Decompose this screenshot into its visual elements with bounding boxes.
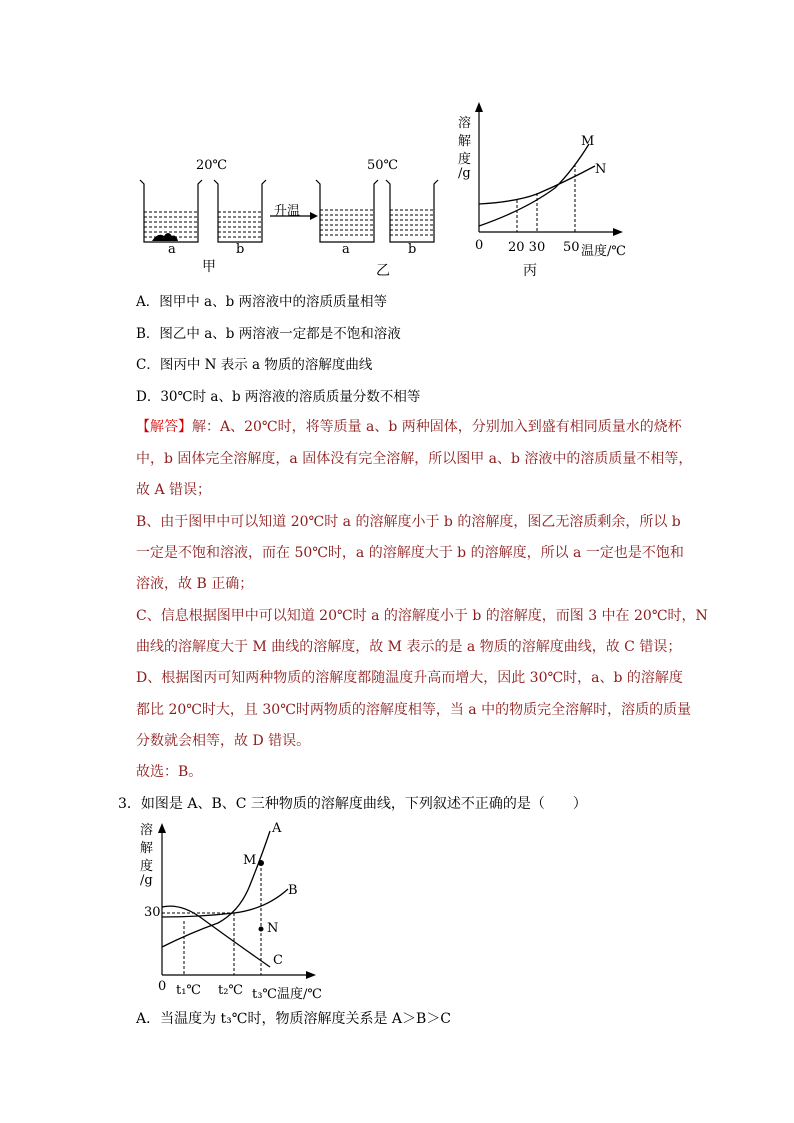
graph-xlabel: 温度/℃ <box>581 244 626 259</box>
graph-tick-50: 50 <box>563 240 580 255</box>
y-axis-arrow <box>475 102 483 112</box>
beaker-a-label: a <box>168 242 176 257</box>
q3-ylabel-2: 解 <box>140 841 154 856</box>
solution-b-yi <box>390 210 434 235</box>
beaker-a-yi <box>316 180 378 242</box>
group-jia-label: 甲 <box>202 259 216 275</box>
temp-right-label: 50℃ <box>367 158 399 173</box>
q3-x-t2: t₂℃ <box>218 983 243 998</box>
answer-line-5: 一定是不饱和溶液，而在 50℃时，a 的溶解度大于 b 的溶解度，所以 a 一定也是不饱和 <box>136 545 684 561</box>
beaker-b2-label: b <box>408 242 417 257</box>
answer-line-8: 曲线的溶解度大于 M 曲线的溶解度，故 M 表示的是 a 物质的溶解度曲线，故 C 错误； <box>136 639 682 655</box>
q3-ylabel-4: /g <box>140 873 153 888</box>
curve-b-label: B <box>288 883 298 898</box>
option-a: A．图甲中 a、b 两溶液中的溶质质量相等 <box>136 294 388 310</box>
group-yi-label: 乙 <box>376 263 390 279</box>
graph-ylabel-4: /g <box>458 166 471 181</box>
answer-line-6: 溶液，故 B 正确； <box>136 576 254 592</box>
option-b: B．图乙中 a、b 两溶液一定都是不饱和溶液 <box>136 326 401 342</box>
point-m-label: M <box>243 853 257 868</box>
x-axis-arrow <box>613 228 623 236</box>
graph-ylabel-2: 解 <box>458 134 472 149</box>
graph-ticks-20-30: 20 30 <box>508 240 546 255</box>
question-3-stem: 3．如图是 A、B、C 三种物质的溶解度曲线，下列叙述不正确的是（ ） <box>118 796 587 812</box>
beaker-b-yi <box>386 180 438 242</box>
arrow-label: 升温 <box>274 204 301 219</box>
q3-option-a: A．当温度为 t₃℃时，物质溶解度关系是 A＞B＞C <box>136 1011 452 1027</box>
option-c: C．图丙中 N 表示 a 物质的溶解度曲线 <box>136 357 373 373</box>
figure-beakers <box>130 150 450 280</box>
figure-graph-q3 <box>140 815 340 1000</box>
curve-a <box>162 831 270 947</box>
answer-line-10: 都比 20℃时大，且 30℃时两物质的溶解度相等，当 a 中的物质完全溶解时，溶质的质量 <box>136 702 692 718</box>
answer-line-3: 故 A 错误； <box>136 482 212 498</box>
q3-ylabel-3: 度 <box>140 859 154 874</box>
answer-line-11: 分数就会相等，故 D 错误。 <box>136 733 311 749</box>
solution-a-yi <box>320 210 374 235</box>
graph-origin: 0 <box>475 238 484 253</box>
q3-x-t3: t₃℃温度/℃ <box>252 987 322 1002</box>
beaker-a2-label: a <box>342 242 350 257</box>
curve-m-label: M <box>581 134 595 149</box>
q3-origin: 0 <box>158 979 167 994</box>
answer-tag: 【解答】 <box>136 419 192 435</box>
q3-y-axis-arrow <box>158 823 166 833</box>
point-n-dot <box>259 927 264 932</box>
curve-n-label: N <box>595 162 607 177</box>
answer-line-9: D、根据图丙可知两种物质的溶解度都随温度升高而增大，因此 30℃时，a、b 的溶解度 <box>136 670 683 686</box>
undissolved-solid <box>152 233 178 241</box>
answer-line-2: 中，b 固体完全溶解度，a 固体没有完全溶解，所以图甲 a、b 溶液中的溶质质量不相等， <box>136 451 693 467</box>
option-d: D．30℃时 a、b 两溶液的溶质质量分数不相等 <box>136 389 421 405</box>
beaker-b-jia <box>214 180 266 242</box>
answer-line-1 <box>136 416 682 436</box>
answer-line-4: B、由于图甲中可以知道 20℃时 a 的溶解度小于 b 的溶解度，图乙无溶质剩余，所以 b <box>136 514 681 530</box>
arrow-head <box>310 212 318 220</box>
solution-a-jia <box>144 212 198 237</box>
curve-m <box>479 144 589 226</box>
q3-x-axis-arrow <box>306 971 316 979</box>
q3-y-tick-30: 30 <box>144 905 161 920</box>
solution-b-jia <box>218 212 262 237</box>
point-n-label: N <box>267 921 279 936</box>
graph-q3-svg <box>140 815 340 1000</box>
q3-x-t1: t₁℃ <box>176 983 201 998</box>
curve-c-label: C <box>273 953 283 968</box>
beaker-a-jia <box>140 180 202 242</box>
graph-caption: 丙 <box>523 263 537 279</box>
temp-left-label: 20℃ <box>196 158 228 173</box>
q3-ylabel-1: 溶 <box>140 823 154 838</box>
answer-final: 故选：B。 <box>136 764 203 780</box>
graph-ylabel-1: 溶 <box>458 116 472 131</box>
answer-text-1: 解：A、20℃时，将等质量 a、b 两种固体，分别加入到盛有相同质量水的烧杯 <box>192 419 682 435</box>
figure-graph-bing <box>455 100 635 280</box>
point-m-dot <box>258 860 264 866</box>
answer-line-7: C、信息根据图甲中可以知道 20℃时 a 的溶解度小于 b 的溶解度，而图 3 中在 20℃时，N <box>136 608 708 624</box>
beaker-b-label: b <box>236 242 245 257</box>
curve-a-label: A <box>272 821 282 836</box>
graph-ylabel-3: 度 <box>458 152 472 167</box>
